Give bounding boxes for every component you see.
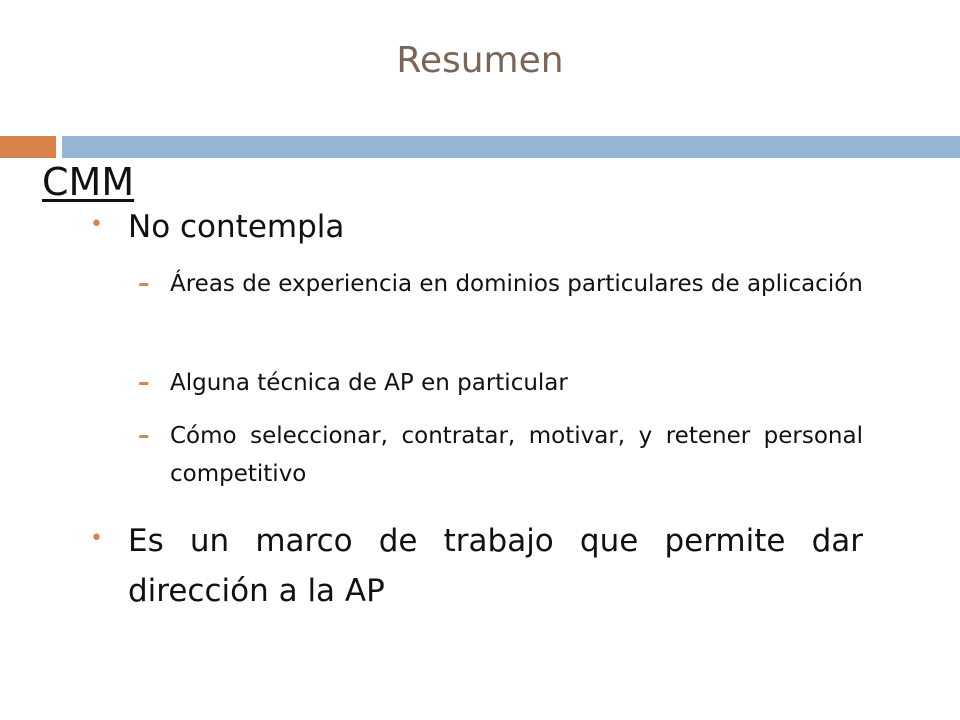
subitem: Alguna técnica de AP en particular bbox=[170, 370, 568, 396]
subitem: Cómo seleccionar, contratar, motivar, y retener personal competitivo bbox=[170, 423, 863, 487]
bullet-marker: • bbox=[90, 526, 103, 551]
subitem-marker: – bbox=[138, 423, 150, 449]
slide-title: Resumen bbox=[396, 40, 564, 81]
title-rule bbox=[62, 136, 960, 158]
subitem-marker: – bbox=[138, 370, 150, 396]
title-rule-accent bbox=[0, 136, 56, 158]
subitem-marker: – bbox=[138, 271, 150, 297]
bullet-marker: • bbox=[90, 212, 103, 237]
section-heading: CMM bbox=[42, 160, 135, 204]
bullet-item: No contempla bbox=[128, 209, 345, 245]
subitem: Áreas de experiencia en dominios particulares de aplicación bbox=[170, 271, 863, 297]
bullet-item: Es un marco de trabajo que permite dar dirección a la AP bbox=[128, 523, 863, 609]
